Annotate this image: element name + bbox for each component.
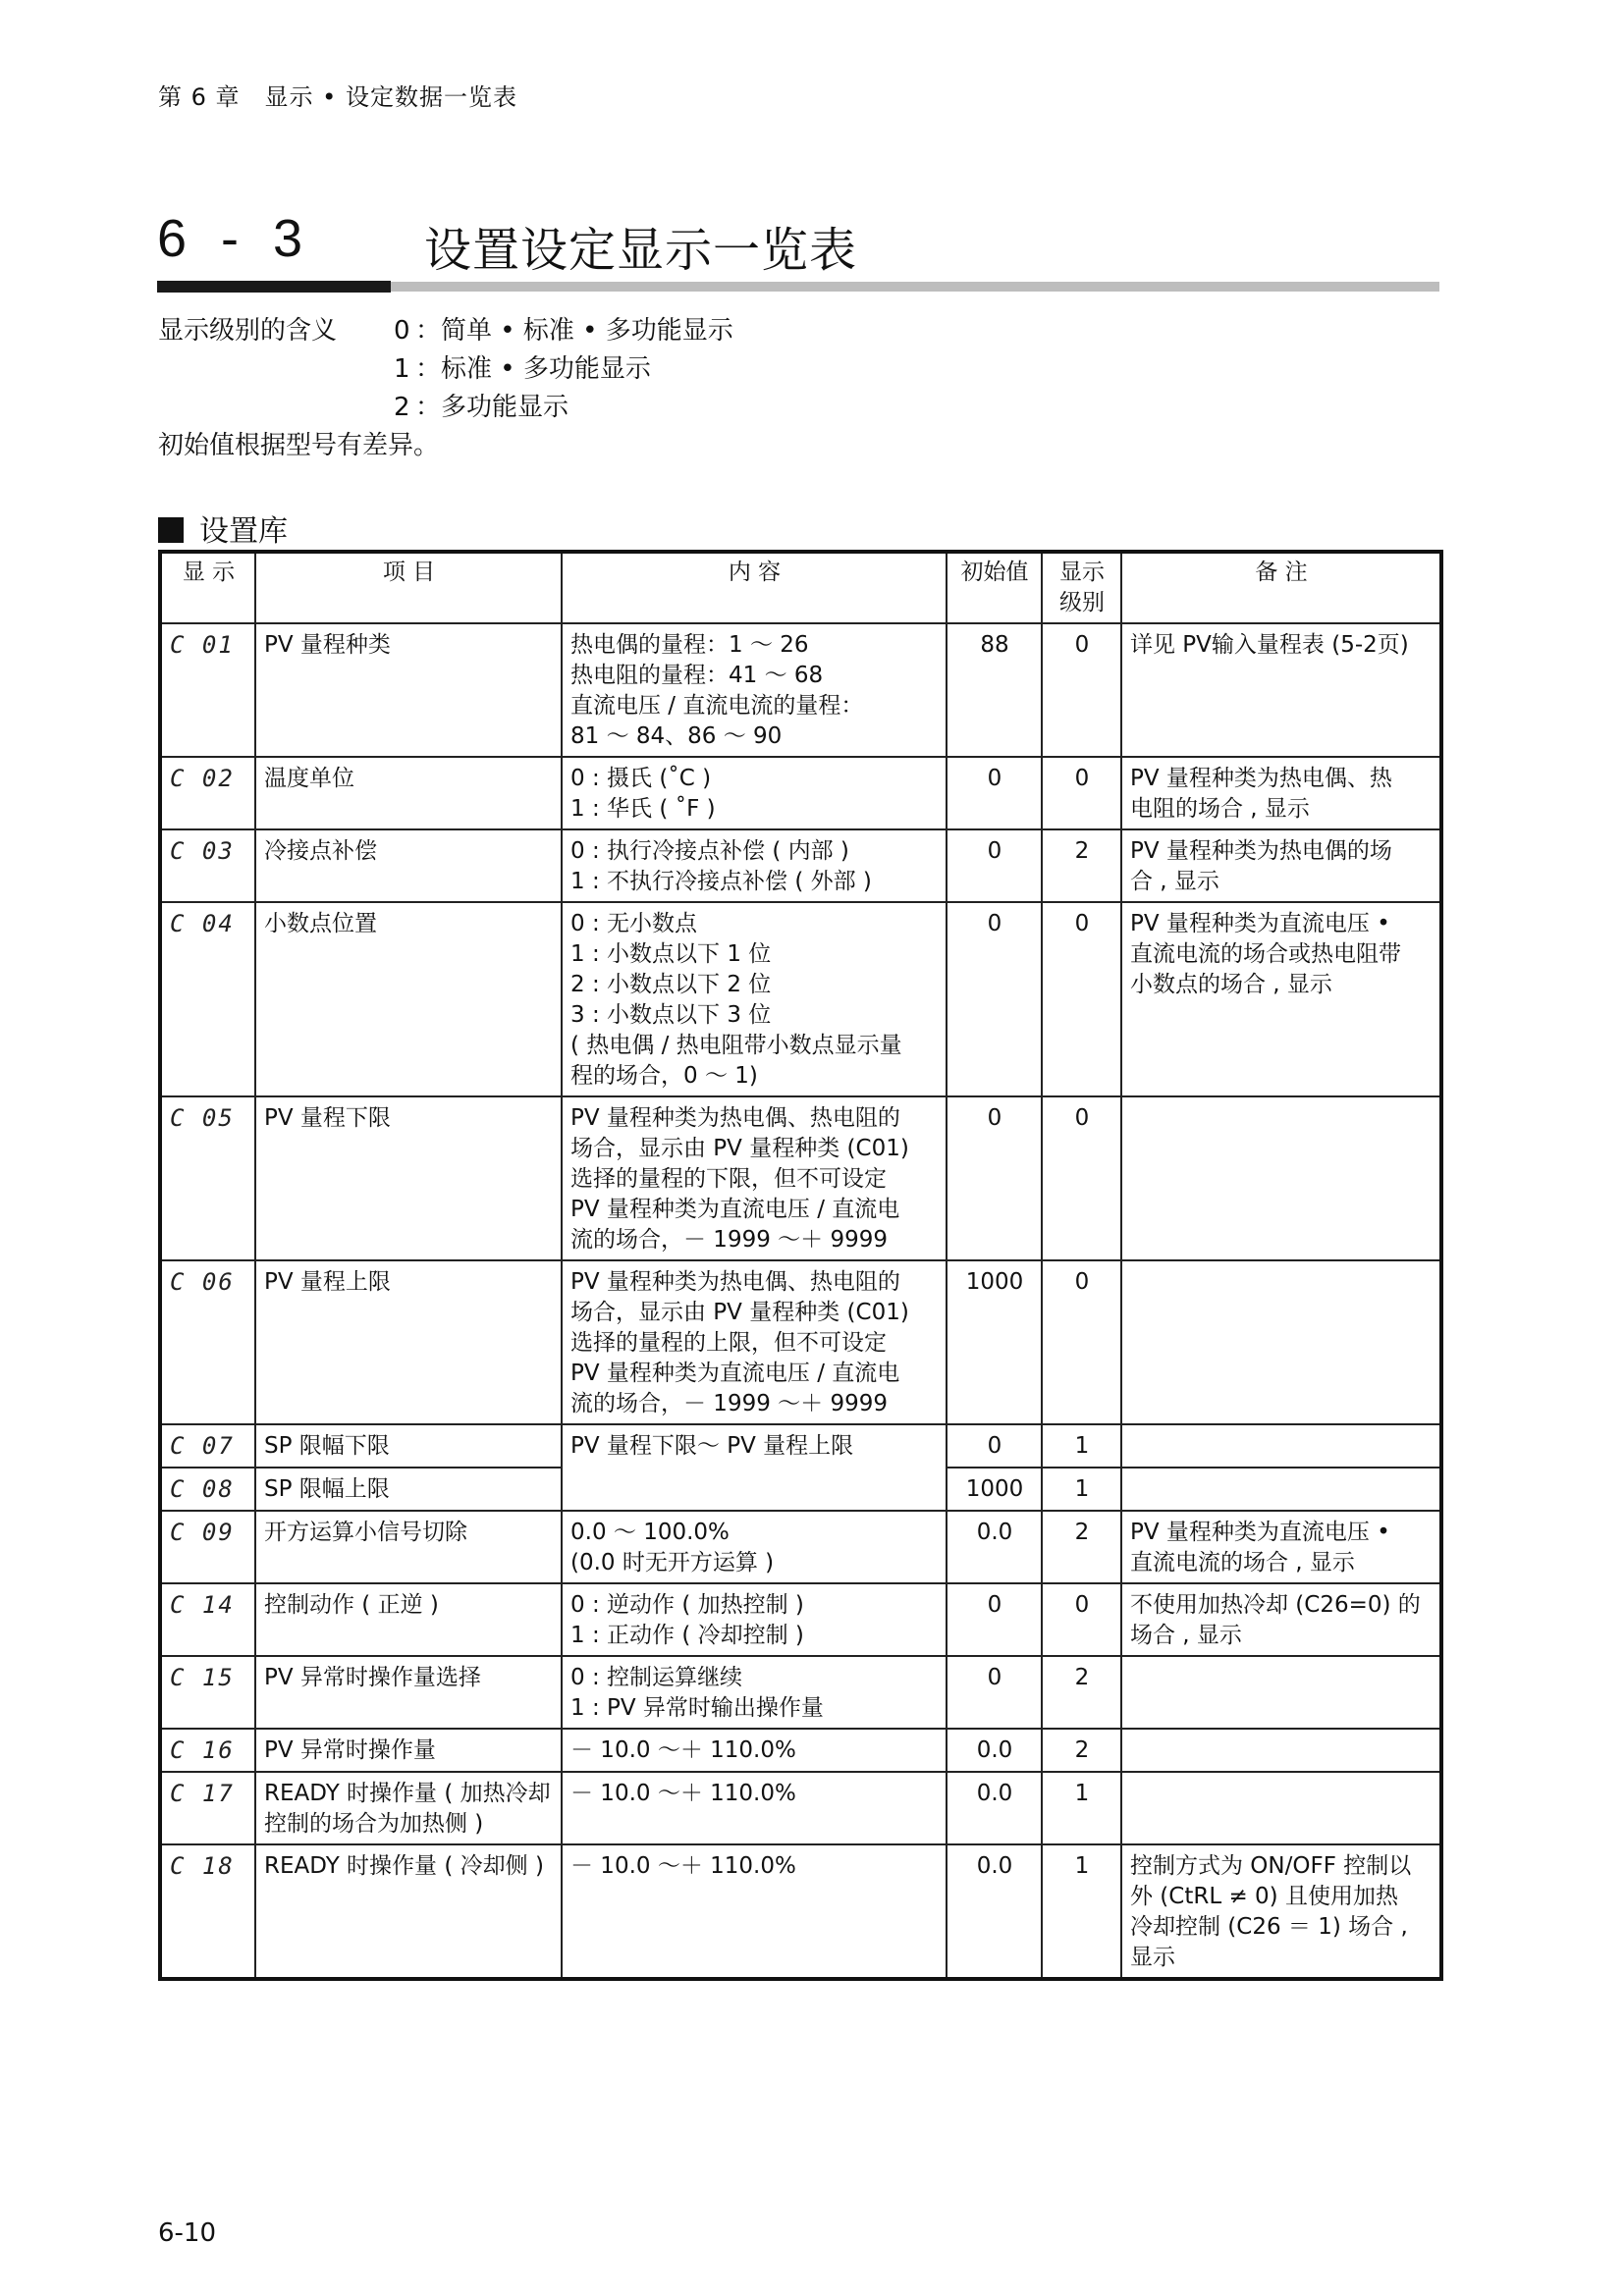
- content-line: 0 : 无小数点: [570, 911, 698, 936]
- content-line: 2 : 小数点以下 2 位: [570, 972, 772, 997]
- item-name: PV 量程下限: [255, 1096, 562, 1260]
- header-display: 显 示: [160, 552, 255, 623]
- display-level: 0: [1042, 757, 1121, 829]
- item-name: READY 时操作量 ( 冷却侧 ): [255, 1844, 562, 1979]
- content-line: 流的场合，－ 1999 ～＋ 9999: [570, 1227, 888, 1253]
- item-name: PV 量程种类: [255, 623, 562, 757]
- legend-label: 显示级别的含义: [158, 316, 338, 346]
- content-line: PV 量程种类为热电偶、热电阻的: [570, 1105, 900, 1131]
- initial-value: 0: [947, 902, 1042, 1096]
- table-row: [160, 1260, 1441, 1424]
- item-name: PV 异常时操作量: [255, 1729, 562, 1772]
- content-cell: [562, 829, 947, 902]
- content-line: PV 量程下限～ PV 量程上限: [570, 1433, 854, 1459]
- remarks-cell: [1121, 1424, 1441, 1468]
- remarks-line: 外 (CtRL ≠ 0) 且使用加热: [1130, 1884, 1398, 1909]
- initial-value: 0: [947, 1424, 1042, 1468]
- initial-value: 0.0: [947, 1844, 1042, 1979]
- remarks-line: 场合 , 显示: [1130, 1623, 1242, 1648]
- content-cell: [562, 1656, 947, 1729]
- chapter-header: 第 6 章 显示 • 设定数据一览表: [158, 83, 517, 111]
- table-row: [160, 1424, 1441, 1468]
- content-line: ( 热电偶 / 热电阻带小数点显示量: [570, 1033, 902, 1058]
- remarks-line: PV 量程种类为热电偶的场: [1130, 838, 1392, 864]
- initial-value: 0.0: [947, 1729, 1042, 1772]
- content-line: 热电偶的量程：1 ～ 26: [570, 632, 809, 658]
- display-level-legend: [158, 312, 733, 465]
- display-code: C 15: [160, 1656, 255, 1729]
- content-line: 1 : 正动作 ( 冷却控制 ): [570, 1623, 804, 1648]
- content-cell: [562, 1772, 947, 1844]
- item-name: SP 限幅下限: [255, 1424, 562, 1468]
- initial-value: 0.0: [947, 1511, 1042, 1583]
- content-line: 选择的量程的下限，但不可设定: [570, 1166, 887, 1192]
- display-code: C 02: [160, 757, 255, 829]
- remarks-line: 小数点的场合 , 显示: [1130, 972, 1332, 997]
- legend-level-num: 2: [394, 393, 410, 422]
- initial-value: 1000: [947, 1260, 1042, 1424]
- initial-value: 0: [947, 1096, 1042, 1260]
- content-line: 流的场合，－ 1999 ～＋ 9999: [570, 1391, 888, 1416]
- remarks-cell: [1121, 1096, 1441, 1260]
- content-line: 1 : 小数点以下 1 位: [570, 941, 772, 967]
- display-code: C 01: [160, 623, 255, 757]
- table-row: [160, 1583, 1441, 1656]
- remarks-cell: [1121, 623, 1441, 757]
- remarks-cell: [1121, 1656, 1441, 1729]
- content-cell: [562, 1511, 947, 1583]
- display-code: C 14: [160, 1583, 255, 1656]
- content-cell: [562, 623, 947, 757]
- item-name: READY 时操作量 ( 加热冷却控制的场合为加热侧 ): [255, 1772, 562, 1844]
- display-level: 1: [1042, 1468, 1121, 1511]
- remarks-line: 显示: [1130, 1945, 1175, 1970]
- content-line: 1 : PV 异常时输出操作量: [570, 1695, 824, 1721]
- table-row: [160, 623, 1441, 757]
- item-name: 小数点位置: [255, 902, 562, 1096]
- subsection-title: 设置库: [199, 514, 288, 549]
- table-row: [160, 1772, 1441, 1844]
- legend-level-num: 0: [394, 316, 410, 346]
- table-row: [160, 1656, 1441, 1729]
- content-line: 选择的量程的上限，但不可设定: [570, 1330, 887, 1356]
- content-line: PV 量程种类为直流电压 / 直流电: [570, 1197, 900, 1222]
- initial-value: 88: [947, 623, 1042, 757]
- remarks-cell: [1121, 1844, 1441, 1979]
- legend-level-text: ：标准 • 多功能显示: [415, 354, 651, 384]
- remarks-cell: [1121, 1260, 1441, 1424]
- content-line: 3 : 小数点以下 3 位: [570, 1002, 772, 1028]
- initial-value-note: 初始值根据型号有差异。: [158, 431, 440, 460]
- display-level: 2: [1042, 1729, 1121, 1772]
- content-cell: [562, 1260, 947, 1424]
- remarks-line: 直流电流的场合或热电阻带: [1130, 941, 1401, 967]
- content-cell: [562, 1729, 947, 1772]
- remarks-cell: [1121, 902, 1441, 1096]
- content-cell: [562, 1844, 947, 1979]
- header-level: 显示级别: [1042, 552, 1121, 623]
- square-bullet-icon: [158, 517, 184, 543]
- table-row: [160, 1096, 1441, 1260]
- display-code: C 18: [160, 1844, 255, 1979]
- content-line: 1 : 华氏 ( ˚F ): [570, 796, 716, 822]
- content-line: 1 : 不执行冷接点补偿 ( 外部 ): [570, 869, 872, 894]
- section-title: 设置设定显示一览表: [424, 223, 858, 278]
- header-remarks: 备 注: [1121, 552, 1441, 623]
- display-level: 0: [1042, 623, 1121, 757]
- display-code: C 06: [160, 1260, 255, 1424]
- display-level: 1: [1042, 1424, 1121, 1468]
- remarks-cell: [1121, 1583, 1441, 1656]
- content-line: － 10.0 ～＋ 110.0%: [570, 1737, 796, 1763]
- remarks-cell: [1121, 757, 1441, 829]
- remarks-line: PV 量程种类为直流电压 •: [1130, 1520, 1390, 1545]
- content-line: 0 : 逆动作 ( 加热控制 ): [570, 1592, 804, 1618]
- display-code: C 04: [160, 902, 255, 1096]
- setup-settings-table: [158, 550, 1443, 1981]
- remarks-cell: [1121, 1468, 1441, 1511]
- table-row: [160, 1729, 1441, 1772]
- content-line: PV 量程种类为直流电压 / 直流电: [570, 1361, 900, 1386]
- item-name: 温度单位: [255, 757, 562, 829]
- remarks-line: 不使用加热冷却 (C26=0) 的: [1130, 1592, 1421, 1618]
- remarks-cell: [1121, 829, 1441, 902]
- content-line: 场合，显示由 PV 量程种类 (C01): [570, 1136, 909, 1161]
- content-line: PV 量程种类为热电偶、热电阻的: [570, 1269, 900, 1295]
- header-item: 项 目: [255, 552, 562, 623]
- item-name: 控制动作 ( 正逆 ): [255, 1583, 562, 1656]
- remarks-line: 冷却控制 (C26 ＝ 1) 场合 ,: [1130, 1914, 1408, 1940]
- section-number: 6 - 3: [157, 209, 313, 268]
- content-line: 直流电压 / 直流电流的量程：: [570, 693, 864, 719]
- display-level: 1: [1042, 1844, 1121, 1979]
- item-name: PV 量程上限: [255, 1260, 562, 1424]
- content-cell: [562, 757, 947, 829]
- content-cell: [562, 902, 947, 1096]
- content-cell: [562, 1096, 947, 1260]
- remarks-line: PV 量程种类为直流电压 •: [1130, 911, 1390, 936]
- legend-level-text: ：简单 • 标准 • 多功能显示: [415, 316, 733, 346]
- initial-value: 0: [947, 1583, 1042, 1656]
- initial-value: 0: [947, 757, 1042, 829]
- table-row: [160, 757, 1441, 829]
- display-level: 1: [1042, 1772, 1121, 1844]
- header-initial: 初始值: [947, 552, 1042, 623]
- remarks-line: 直流电流的场合 , 显示: [1130, 1550, 1355, 1575]
- initial-value: 0: [947, 829, 1042, 902]
- display-level: 0: [1042, 902, 1121, 1096]
- subsection-heading: [158, 507, 288, 550]
- display-level: 0: [1042, 1260, 1121, 1424]
- remarks-line: 电阻的场合 , 显示: [1130, 796, 1310, 822]
- display-level: 2: [1042, 829, 1121, 902]
- content-line: 场合，显示由 PV 量程种类 (C01): [570, 1300, 909, 1325]
- legend-level-text: ：多功能显示: [415, 393, 569, 422]
- item-name: PV 异常时操作量选择: [255, 1656, 562, 1729]
- content-line: (0.0 时无开方运算 ): [570, 1550, 775, 1575]
- content-line: 0 : 摄氏 (˚C ): [570, 766, 712, 791]
- content-cell: [562, 1424, 947, 1511]
- page-number: 6-10: [158, 2218, 217, 2248]
- table-row: [160, 1511, 1441, 1583]
- remarks-line: 合 , 显示: [1130, 869, 1219, 894]
- title-rule-grey: [391, 282, 1439, 292]
- initial-value: 0.0: [947, 1772, 1042, 1844]
- item-name: SP 限幅上限: [255, 1468, 562, 1511]
- remarks-cell: [1121, 1729, 1441, 1772]
- content-line: － 10.0 ～＋ 110.0%: [570, 1853, 796, 1879]
- display-code: C 08: [160, 1468, 255, 1511]
- remarks-line: PV 量程种类为热电偶、热: [1130, 766, 1392, 791]
- content-line: － 10.0 ～＋ 110.0%: [570, 1781, 796, 1806]
- remarks-line: 详见 PV输入量程表 (5-2页): [1130, 632, 1409, 658]
- content-line: 81 ～ 84、86 ～ 90: [570, 723, 783, 749]
- display-code: C 16: [160, 1729, 255, 1772]
- remarks-cell: [1121, 1772, 1441, 1844]
- content-line: 热电阻的量程：41 ～ 68: [570, 663, 824, 688]
- display-level: 2: [1042, 1656, 1121, 1729]
- table-row: [160, 1844, 1441, 1979]
- initial-value: 1000: [947, 1468, 1042, 1511]
- remarks-line: 控制方式为 ON/OFF 控制以: [1130, 1853, 1412, 1879]
- table-row: [160, 902, 1441, 1096]
- display-code: C 03: [160, 829, 255, 902]
- display-code: C 17: [160, 1772, 255, 1844]
- table-row: [160, 829, 1441, 902]
- display-level: 0: [1042, 1583, 1121, 1656]
- header-content: 内 容: [562, 552, 947, 623]
- display-code: C 05: [160, 1096, 255, 1260]
- legend-level-num: 1: [394, 354, 410, 384]
- title-rule-dark: [157, 281, 391, 293]
- display-code: C 07: [160, 1424, 255, 1468]
- display-level: 0: [1042, 1096, 1121, 1260]
- item-name: 冷接点补偿: [255, 829, 562, 902]
- item-name: 开方运算小信号切除: [255, 1511, 562, 1583]
- initial-value: 0: [947, 1656, 1042, 1729]
- content-line: 程的场合，0 ～ 1): [570, 1063, 758, 1089]
- display-code: C 09: [160, 1511, 255, 1583]
- remarks-cell: [1121, 1511, 1441, 1583]
- content-line: 0.0 ～ 100.0%: [570, 1520, 730, 1545]
- content-cell: [562, 1583, 947, 1656]
- content-line: 0 : 控制运算继续: [570, 1665, 743, 1690]
- display-level: 2: [1042, 1511, 1121, 1583]
- content-line: 0 : 执行冷接点补偿 ( 内部 ): [570, 838, 849, 864]
